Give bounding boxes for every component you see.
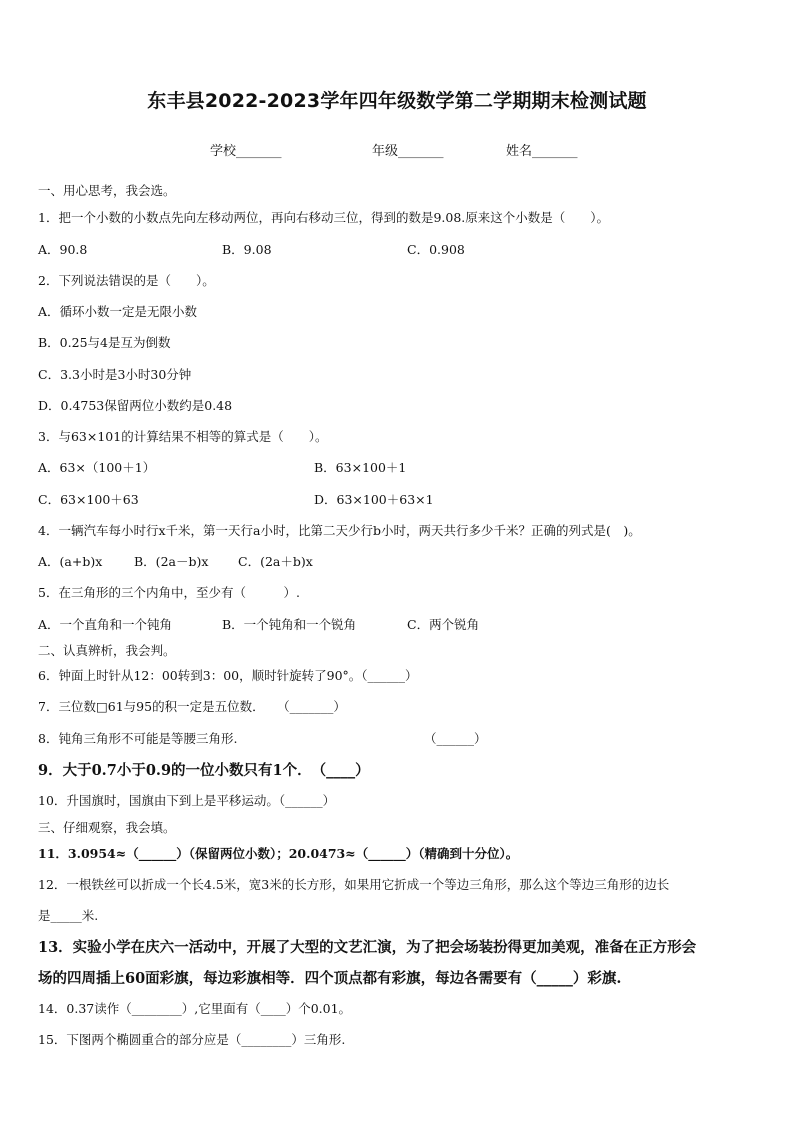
question-4-option-b[interactable]: B．(2a－b)x — [134, 554, 209, 569]
question-2-option-c[interactable]: C．3.3小时是3小时30分钟 — [38, 367, 192, 382]
section-heading-2: 二、认真辨析，我会判。 — [38, 643, 176, 658]
question-10: 10．升国旗时，国旗由下到上是平移运动。（______） — [38, 793, 336, 808]
question-3-option-d[interactable]: D．63×100＋63×1 — [314, 492, 434, 507]
question-5-option-c[interactable]: C．两个锐角 — [407, 617, 480, 632]
question-14: 14．0.37读作（________）,它里面有（____）个0.01。 — [38, 1001, 352, 1016]
question-13-line-2: 场的四周插上60面彩旗，每边彩旗相等．四个顶点都有彩旗，每边各需要有（_____）彩旗. — [38, 970, 622, 987]
question-5-option-a[interactable]: A．一个直角和一个钝角 — [38, 617, 173, 632]
question-2-stem: 2．下列说法错误的是（ ）。 — [38, 273, 215, 288]
name-field[interactable]: 姓名_______ — [506, 144, 578, 159]
question-1-option-c[interactable]: C．0.908 — [407, 242, 465, 257]
section-heading-3: 三、仔细观察，我会填。 — [38, 820, 176, 835]
question-3-option-c[interactable]: C．63×100＋63 — [38, 492, 139, 507]
question-12-line-1: 12．一根铁丝可以折成一个长4.5米，宽3米的长方形，如果用它折成一个等边三角形，那么这个等边三角形的边长 — [38, 877, 670, 892]
question-8-stem: 8．钝角三角形不可能是等腰三角形. — [38, 731, 238, 746]
question-4-stem: 4．一辆汽车每小时行x千米，第一天行a小时，比第二天少行b小时，两天共行多少千米？正确的列式是( )。 — [38, 523, 641, 538]
question-4-option-c[interactable]: C．(2a＋b)x — [238, 554, 313, 569]
question-1-stem: 1．把一个小数的小数点先向左移动两位，再向右移动三位，得到的数是9.08.原来这个小数是（ ）。 — [38, 210, 610, 225]
school-field[interactable]: 学校_______ — [210, 144, 282, 159]
page-title: 东丰县2022-2023学年四年级数学第二学期期末检测试题 — [147, 90, 647, 112]
question-2-option-d[interactable]: D．0.4753保留两位小数约是0.48 — [38, 398, 233, 413]
question-2-option-a[interactable]: A．循环小数一定是无限小数 — [38, 304, 198, 319]
question-4-option-a[interactable]: A．(a+b)x — [38, 554, 103, 569]
question-3-option-b[interactable]: B．63×100＋1 — [314, 460, 407, 475]
question-13-line-1: 13．实验小学在庆六一活动中，开展了大型的文艺汇演，为了把会场装扮得更加美观，准备在正方形会 — [38, 939, 697, 956]
grade-field[interactable]: 年级_______ — [372, 144, 444, 159]
question-15: 15．下图两个椭圆重合的部分应是（________）三角形. — [38, 1032, 346, 1047]
question-9: 9．大于0.7小于0.9的一位小数只有1个． （____） — [38, 762, 370, 779]
question-3-stem: 3．与63×101的计算结果不相等的算式是（ ）。 — [38, 429, 328, 444]
question-1-option-b[interactable]: B．9.08 — [222, 242, 272, 257]
question-1-option-a[interactable]: A．90.8 — [38, 242, 88, 257]
question-6: 6．钟面上时针从12：00转到3：00，顺时针旋转了90°。（______） — [38, 668, 418, 683]
question-11: 11．3.0954≈（______）（保留两位小数）；20.0473≈（______）（精确到十分位）。 — [38, 846, 519, 861]
question-2-option-b[interactable]: B．0.25与4是互为倒数 — [38, 335, 171, 350]
section-heading-1: 一、用心思考，我会选。 — [38, 183, 176, 198]
question-8-answer-blank[interactable]: （______） — [424, 731, 487, 746]
question-7: 7．三位数□61与95的积一定是五位数． （_______） — [38, 699, 346, 714]
question-5-stem: 5．在三角形的三个内角中，至少有（ ）. — [38, 585, 300, 600]
question-12-line-2: 是_____米. — [38, 908, 99, 923]
question-5-option-b[interactable]: B．一个钝角和一个锐角 — [222, 617, 357, 632]
question-3-option-a[interactable]: A．63×（100＋1） — [38, 460, 156, 475]
